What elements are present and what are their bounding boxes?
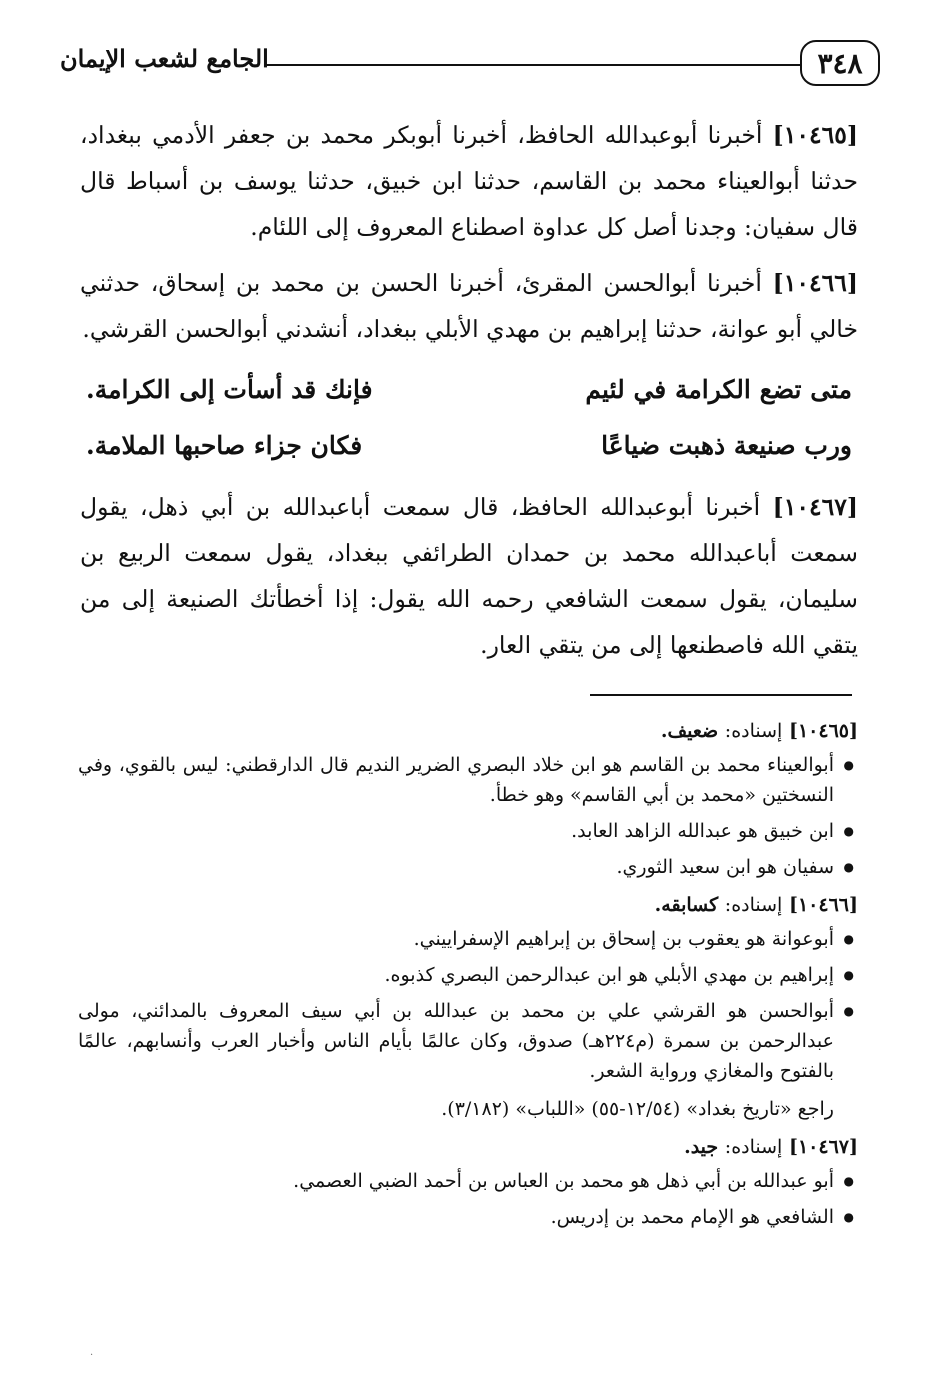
- footnotes: [78, 716, 858, 1240]
- verse-1-second-half: فإنك قد أسأت إلى الكرامة.: [86, 375, 373, 404]
- footnote-heading-10466: [78, 890, 858, 920]
- poetry-block: [80, 362, 858, 474]
- hadith-10467: [80, 484, 858, 668]
- main-text: [80, 112, 858, 678]
- page-number: ٣٤٨: [800, 40, 880, 86]
- verse-1-first-half: متى تضع الكرامة في لئيم: [585, 375, 852, 404]
- list-item: ● أبوالحسن هو القرشي علي بن محمد بن عبدالله بن أبي سيف المعروف بالمدائني، مولى عبدالرحمن بن سمرة (م٢٢٤هـ) صدوق، وكان عالمًا بأيام الناس وأخبار العرب وأنسابهم، عالمًا بالفتوح والمغازي ورواية الشعر.: [78, 996, 834, 1086]
- footnote-list-10467: [78, 1166, 858, 1232]
- hadith-number: [١٠٤٦٥]: [772, 121, 858, 149]
- verse-1: [80, 362, 858, 418]
- scan-speck: ·: [90, 1350, 94, 1361]
- verse-2-first-half: ورب صنيعة ذهبت ضياعًا: [601, 431, 852, 460]
- footnote-label: إسناده:: [724, 1136, 783, 1158]
- hadith-10465: [80, 112, 858, 250]
- footnote-list-10465: [78, 750, 858, 882]
- list-item: ● ابن خبيق هو عبدالله الزاهد العابد.: [78, 816, 834, 846]
- verse-2: [80, 418, 858, 474]
- list-item: ● إبراهيم بن مهدي الأبلي هو ابن عبدالرحمن البصري كذبوه.: [78, 960, 834, 990]
- book-title: الجامع لشعب الإيمان: [60, 44, 269, 73]
- list-item: ● أبوعوانة هو يعقوب بن إسحاق بن إبراهيم الإسفراييني.: [78, 924, 834, 954]
- footnote-grade: ضعيف.: [660, 720, 719, 742]
- hadith-10466: [80, 260, 858, 352]
- footnote-number: [١٠٤٦٧]: [788, 1136, 858, 1158]
- list-item: ● سفيان هو ابن سعيد الثوري.: [78, 852, 834, 882]
- list-item: ● أبو عبدالله بن أبي ذهل هو محمد بن العباس بن أحمد الضبي العصمي.: [78, 1166, 834, 1196]
- footnote-grade: كسابقه.: [654, 894, 719, 916]
- footnote-divider: [590, 694, 852, 696]
- footnote-list-10466: [78, 924, 858, 1086]
- hadith-text: أخبرنا أبوعبدالله الحافظ، أخبرنا أبوبكر محمد بن جعفر الأدمي ببغداد، حدثنا أبوالعيناء محمد بن القاسم، حدثنا ابن خبيق، حدثنا يوسف بن أسباط قال قال سفيان: وجدنا أصل كل عداوة اصطناع المعروف إلى اللئام.: [80, 121, 858, 241]
- footnote-number: [١٠٤٦٦]: [788, 894, 858, 916]
- footnote-heading-10465: [78, 716, 858, 746]
- hadith-number: [١٠٤٦٦]: [772, 269, 858, 297]
- list-item: ● الشافعي هو الإمام محمد بن إدريس.: [78, 1202, 834, 1232]
- header-rule: [265, 64, 800, 66]
- footnote-label: إسناده:: [724, 894, 783, 916]
- page-header: [60, 40, 880, 90]
- hadith-text: أخبرنا أبوالحسن المقرئ، أخبرنا الحسن بن محمد بن إسحاق، حدثني خالي أبو عوانة، حدثنا إبراهيم بن مهدي الأبلي ببغداد، أنشدني أبوالحسن القرشي.: [80, 269, 858, 343]
- list-item: ● أبوالعيناء محمد بن القاسم هو ابن خلاد البصري الضرير النديم قال الدارقطني: ليس بالقوي، وفي النسختين «محمد بن أبي القاسم» وهو خطأ.: [78, 750, 834, 810]
- footnote-grade: جيد.: [684, 1136, 719, 1158]
- footnote-reference: راجع «تاريخ بغداد» (١٢/٥٤-٥٥) «اللباب» (٣/١٨٢).: [441, 1098, 834, 1120]
- footnote-number: [١٠٤٦٥]: [788, 720, 858, 742]
- verse-2-second-half: فكان جزاء صاحبها الملامة.: [86, 431, 363, 460]
- hadith-number: [١٠٤٦٧]: [772, 493, 858, 521]
- hadith-text: أخبرنا أبوعبدالله الحافظ، قال سمعت أباعبدالله بن أبي ذهل، يقول سمعت أباعبدالله محمد بن حمدان الطرائفي ببغداد، يقول سمعت الربيع بن سليمان، يقول سمعت الشافعي رحمه الله يقول: إذا أخطأتك الصنيعة إلى من يتقي الله فاصطنعها إلى من يتقي العار.: [80, 493, 858, 659]
- footnote-label: إسناده:: [724, 720, 783, 742]
- footnote-heading-10467: [78, 1132, 858, 1162]
